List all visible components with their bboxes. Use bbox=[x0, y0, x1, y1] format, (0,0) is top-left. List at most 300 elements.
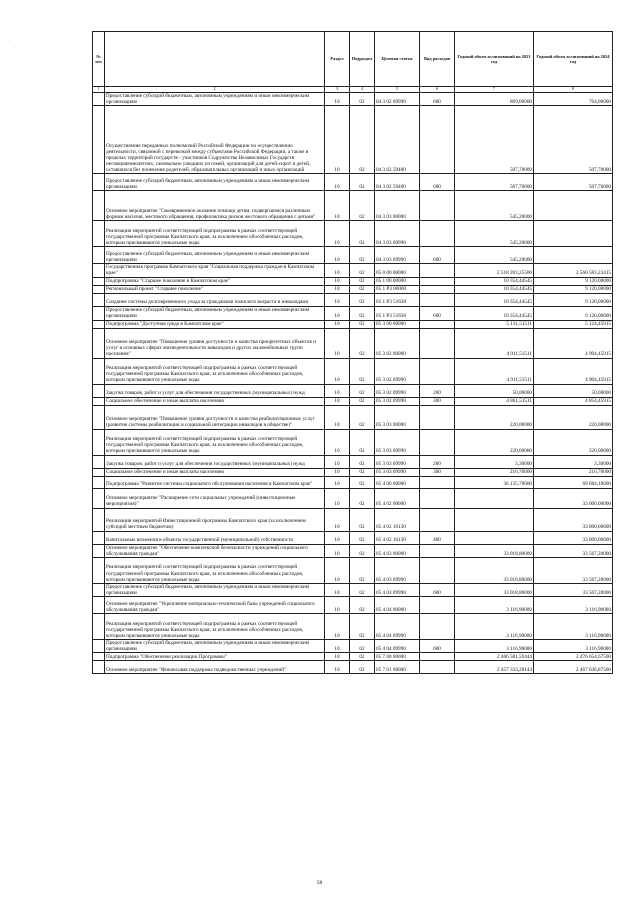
table-row bbox=[93, 429, 613, 455]
cell-amount-2024: 507,70000 bbox=[534, 106, 613, 174]
cell-amount-2023: 33 018,80000 bbox=[455, 583, 534, 596]
cell-index bbox=[93, 405, 105, 429]
cell-amount-2023: 10 354,44545 bbox=[455, 277, 534, 285]
cell-section: 10 bbox=[325, 468, 350, 476]
cell-name: Закупка товаров, работ и услуг для обеспечения государственных (муниципальных) нужд bbox=[105, 455, 325, 468]
cell-amount-2023: 3 116,90000 bbox=[455, 597, 534, 614]
cell-section: 10 bbox=[325, 583, 350, 596]
col-num: 7 bbox=[455, 87, 534, 93]
cell-index bbox=[93, 614, 105, 640]
table-row bbox=[93, 640, 613, 653]
cell-target-code: 05 1 P3 00000 bbox=[375, 285, 420, 293]
cell-section: 10 bbox=[325, 661, 350, 674]
cell-amount-2024: 4 904,45915 bbox=[534, 358, 613, 384]
cell-target-code: 05 3 02 00000 bbox=[375, 328, 420, 358]
cell-name: Реализация мероприятий соответствующей подпрограммы в рамках соответствующей государственной программы Камчатского края, за исключением обособленных расходов, которым присваиваются уникальные коды bbox=[105, 358, 325, 384]
table-row bbox=[93, 293, 613, 306]
cell-target-code: 05 4 04 09990 bbox=[375, 640, 420, 653]
cell-amount-2024: 4 904,45915 bbox=[534, 328, 613, 358]
cell-section: 10 bbox=[325, 358, 350, 384]
cell-name: Социальное обеспечение и иные выплаты населению bbox=[105, 397, 325, 405]
cell-name: Реализация мероприятий соответствующей подпрограммы в рамках соответствующей государственной программы Камчатского края, за исключением обособленных расходов, которым присваиваются уникальные коды bbox=[105, 429, 325, 455]
cell-name: Социальное обеспечение и иные выплаты населению bbox=[105, 468, 325, 476]
cell-target-code: 05 3 02 09990 bbox=[375, 397, 420, 405]
cell-amount-2024 bbox=[534, 191, 613, 221]
cell-expense-type bbox=[420, 264, 455, 277]
cell-index bbox=[93, 476, 105, 488]
cell-subsection: 02 bbox=[350, 397, 375, 405]
cell-index bbox=[93, 293, 105, 306]
cell-index bbox=[93, 106, 105, 174]
cell-index bbox=[93, 661, 105, 674]
table-row bbox=[93, 597, 613, 614]
cell-name: Основное мероприятие "Обеспечение комплексной безопасности учреждений социального обслуживания граждан" bbox=[105, 544, 325, 557]
cell-index bbox=[93, 544, 105, 557]
cell-index bbox=[93, 653, 105, 661]
cell-amount-2024: 220,00000 bbox=[534, 405, 613, 429]
cell-amount-2024: 69 684,10000 bbox=[534, 476, 613, 488]
cell-expense-type bbox=[420, 293, 455, 306]
cell-index bbox=[93, 174, 105, 191]
cell-target-code: 05 3 02 09990 bbox=[375, 384, 420, 397]
cell-amount-2024: 764,00000 bbox=[534, 93, 613, 106]
cell-index bbox=[93, 455, 105, 468]
cell-subsection: 02 bbox=[350, 476, 375, 488]
cell-target-code: 05 4 04 00000 bbox=[375, 597, 420, 614]
cell-expense-type: 200 bbox=[420, 455, 455, 468]
table-row bbox=[93, 397, 613, 405]
cell-subsection: 02 bbox=[350, 358, 375, 384]
cell-name: Основное мероприятие "Повышение уровня доступности и качества реабилитационных услуг (развитие системы реабилитации и социальной интеграции инвалидов в обществе)" bbox=[105, 405, 325, 429]
cell-section: 10 bbox=[325, 640, 350, 653]
col-num: 2 bbox=[105, 87, 325, 93]
cell-index bbox=[93, 93, 105, 106]
cell-target-code: 05 1 00 00000 bbox=[375, 277, 420, 285]
cell-section: 10 bbox=[325, 328, 350, 358]
cell-index bbox=[93, 264, 105, 277]
cell-amount-2024: 9 120,00000 bbox=[534, 306, 613, 320]
cell-expense-type bbox=[420, 557, 455, 583]
margin-mark: · bbox=[8, 40, 10, 45]
table-row bbox=[93, 306, 613, 320]
cell-amount-2024 bbox=[534, 221, 613, 247]
cell-name: Реализация мероприятий соответствующей подпрограммы в рамках соответствующей государственной программы Камчатского края, за исключением обособленных расходов, которым присваиваются уникальные коды bbox=[105, 557, 325, 583]
cell-section: 10 bbox=[325, 293, 350, 306]
cell-expense-type bbox=[420, 488, 455, 508]
cell-amount-2024: 3 116,90000 bbox=[534, 597, 613, 614]
cell-subsection: 02 bbox=[350, 544, 375, 557]
table-row bbox=[93, 358, 613, 384]
cell-name: Реализация мероприятий Инвестиционной программы Камчатского края (за исключением субсидий местным бюджетам) bbox=[105, 508, 325, 531]
cell-section: 10 bbox=[325, 476, 350, 488]
cell-expense-type bbox=[420, 653, 455, 661]
cell-expense-type bbox=[420, 661, 455, 674]
cell-name: Подпрограмма "Обеспечение реализации Программы" bbox=[105, 653, 325, 661]
cell-index bbox=[93, 583, 105, 596]
table-row bbox=[93, 544, 613, 557]
cell-amount-2024: 33 567,20000 bbox=[534, 557, 613, 583]
cell-expense-type: 600 bbox=[420, 174, 455, 191]
cell-amount-2023: 10 354,44545 bbox=[455, 285, 534, 293]
cell-index bbox=[93, 358, 105, 384]
table-row bbox=[93, 468, 613, 476]
cell-expense-type bbox=[420, 405, 455, 429]
cell-name: Предоставление субсидий бюджетным, автономным учреждениям и иным некоммерческим организациям bbox=[105, 306, 325, 320]
cell-amount-2023: 10 354,44545 bbox=[455, 306, 534, 320]
cell-target-code: 05 4 00 00000 bbox=[375, 476, 420, 488]
cell-amount-2024: 4 854,45915 bbox=[534, 397, 613, 405]
cell-expense-type bbox=[420, 429, 455, 455]
col-num: 3 bbox=[325, 87, 350, 93]
cell-subsection: 02 bbox=[350, 191, 375, 221]
cell-expense-type: 600 bbox=[420, 306, 455, 320]
table-row bbox=[93, 455, 613, 468]
cell-subsection: 02 bbox=[350, 661, 375, 674]
cell-amount-2024: 9 120,00000 bbox=[534, 285, 613, 293]
header-subsection: Подраздел bbox=[350, 32, 375, 87]
cell-target-code: 04 3 03 09990 bbox=[375, 221, 420, 247]
table-body bbox=[93, 93, 613, 674]
cell-name: Подпрограмма "Доступная среда в Камчатском крае" bbox=[105, 320, 325, 328]
cell-index bbox=[93, 306, 105, 320]
budget-table bbox=[92, 31, 613, 674]
cell-amount-2024: 33 567,20000 bbox=[534, 583, 613, 596]
cell-amount-2024: 3 116,90000 bbox=[534, 614, 613, 640]
cell-index bbox=[93, 320, 105, 328]
cell-subsection: 02 bbox=[350, 174, 375, 191]
cell-name: Государственная программа Камчатского края "Социальная поддержка граждан в Камчатском крае" bbox=[105, 264, 325, 277]
cell-amount-2024: 2 560 583,23415 bbox=[534, 264, 613, 277]
cell-amount-2023: 4 911,51511 bbox=[455, 328, 534, 358]
cell-section: 10 bbox=[325, 397, 350, 405]
table-row bbox=[93, 557, 613, 583]
cell-amount-2024: 3 116,90000 bbox=[534, 640, 613, 653]
cell-amount-2024: 33 000,00000 bbox=[534, 508, 613, 531]
cell-name: Предоставление субсидий бюджетным, автономным учреждениям и иным некоммерческим организациям bbox=[105, 247, 325, 264]
cell-expense-type: 600 bbox=[420, 247, 455, 264]
cell-expense-type bbox=[420, 191, 455, 221]
cell-index bbox=[93, 191, 105, 221]
cell-expense-type: 400 bbox=[420, 531, 455, 544]
cell-name: Создание системы долговременного ухода за гражданами пожилого возраста и инвалидами bbox=[105, 293, 325, 306]
cell-amount-2023: 2 518 203,25500 bbox=[455, 264, 534, 277]
col-num: 8 bbox=[534, 87, 613, 93]
cell-expense-type bbox=[420, 476, 455, 488]
cell-name: Закупка товаров, работ и услуг для обеспечения государственных (муниципальных) нужд bbox=[105, 384, 325, 397]
col-num: 5 bbox=[375, 87, 420, 93]
cell-target-code: 04 3 02 09990 bbox=[375, 93, 420, 106]
table-row bbox=[93, 653, 613, 661]
cell-subsection: 02 bbox=[350, 583, 375, 596]
cell-name: Подпрограмма "Старшее поколение в Камчатском крае" bbox=[105, 277, 325, 285]
cell-expense-type bbox=[420, 221, 455, 247]
cell-name: Предоставление субсидий бюджетным, автономным учреждениям и иным некоммерческим организациям bbox=[105, 583, 325, 596]
cell-section: 10 bbox=[325, 384, 350, 397]
cell-expense-type bbox=[420, 614, 455, 640]
cell-section: 10 bbox=[325, 320, 350, 328]
cell-target-code: 05 3 00 00000 bbox=[375, 320, 420, 328]
cell-expense-type: 600 bbox=[420, 640, 455, 653]
cell-subsection: 02 bbox=[350, 429, 375, 455]
cell-section: 10 bbox=[325, 285, 350, 293]
cell-amount-2024: 9 120,00000 bbox=[534, 293, 613, 306]
cell-target-code: 05 7 00 00000 bbox=[375, 653, 420, 661]
cell-amount-2024: 33 000,00000 bbox=[534, 531, 613, 544]
table-row bbox=[93, 661, 613, 674]
table-row bbox=[93, 221, 613, 247]
cell-amount-2023: 545,20000 bbox=[455, 247, 534, 264]
cell-section: 10 bbox=[325, 106, 350, 174]
table-row bbox=[93, 405, 613, 429]
cell-section: 10 bbox=[325, 174, 350, 191]
cell-expense-type bbox=[420, 358, 455, 384]
cell-name: Реализация мероприятий соответствующей подпрограммы в рамках соответствующей государственной программы Камчатского края, за исключением обособленных расходов, которым присваиваются уникальные коды bbox=[105, 614, 325, 640]
table-row bbox=[93, 320, 613, 328]
cell-name: Реализация мероприятий соответствующей подпрограммы в рамках соответствующей государственной программы Камчатского края, за исключением обособленных расходов, которым присваиваются уникальные коды bbox=[105, 221, 325, 247]
cell-amount-2024: 3,30000 bbox=[534, 455, 613, 468]
cell-target-code: 05 4 02 16130 bbox=[375, 531, 420, 544]
page-number: 58 bbox=[316, 880, 323, 886]
cell-expense-type: 600 bbox=[420, 93, 455, 106]
cell-amount-2023: 10 354,44545 bbox=[455, 293, 534, 306]
header-expense: Вид расходов bbox=[420, 32, 455, 87]
cell-target-code: 04 3 02 59400 bbox=[375, 174, 420, 191]
cell-subsection: 02 bbox=[350, 277, 375, 285]
cell-subsection: 02 bbox=[350, 488, 375, 508]
cell-index bbox=[93, 640, 105, 653]
cell-subsection: 02 bbox=[350, 247, 375, 264]
cell-section: 10 bbox=[325, 247, 350, 264]
cell-amount-2024 bbox=[534, 247, 613, 264]
cell-target-code: 05 4 02 16130 bbox=[375, 508, 420, 531]
cell-index bbox=[93, 557, 105, 583]
cell-amount-2024: 220,00000 bbox=[534, 429, 613, 455]
cell-target-code: 05 4 03 09990 bbox=[375, 583, 420, 596]
cell-expense-type bbox=[420, 320, 455, 328]
header-section: Раздел bbox=[325, 32, 350, 87]
col-num: 4 bbox=[350, 87, 375, 93]
cell-section: 10 bbox=[325, 455, 350, 468]
cell-index bbox=[93, 488, 105, 508]
cell-target-code: 05 1 P3 51630 bbox=[375, 306, 420, 320]
cell-target-code: 05 4 02 00000 bbox=[375, 488, 420, 508]
cell-section: 10 bbox=[325, 614, 350, 640]
cell-subsection: 02 bbox=[350, 640, 375, 653]
cell-target-code: 05 1 P3 51630 bbox=[375, 293, 420, 306]
cell-target-code: 04 3 03 00000 bbox=[375, 191, 420, 221]
col-num: 6 bbox=[420, 87, 455, 93]
cell-target-code: 05 3 03 09990 bbox=[375, 455, 420, 468]
col-num: 1 bbox=[93, 87, 105, 93]
cell-expense-type bbox=[420, 544, 455, 557]
cell-expense-type bbox=[420, 277, 455, 285]
cell-name: Основное мероприятие "Своевременное оказание помощи детям, подвергшимся различным формам насилия, жестокого обращения, профилактика рисков жестокого обращения с детьми" bbox=[105, 191, 325, 221]
cell-amount-2023: 4 911,51511 bbox=[455, 358, 534, 384]
cell-subsection: 02 bbox=[350, 597, 375, 614]
cell-name: Основное мероприятие "Повышение уровня доступности и качества приоритетных объектов и услуг в основных сферах жизнедеятельности инвалидов и других маломобильных групп населения" bbox=[105, 328, 325, 358]
cell-subsection: 02 bbox=[350, 328, 375, 358]
cell-name: Основное мероприятие "Укрепление материально-технической базы учреждений социального обслуживания граждан" bbox=[105, 597, 325, 614]
cell-target-code: 05 3 03 09990 bbox=[375, 429, 420, 455]
cell-amount-2023: 33 018,80000 bbox=[455, 557, 534, 583]
cell-name: Региональный проект "Старшее поколение" bbox=[105, 285, 325, 293]
cell-subsection: 02 bbox=[350, 384, 375, 397]
cell-section: 10 bbox=[325, 93, 350, 106]
header-name bbox=[105, 32, 325, 87]
cell-amount-2024: 9 120,00000 bbox=[534, 277, 613, 285]
cell-amount-2023: 545,20000 bbox=[455, 221, 534, 247]
cell-amount-2024: 33 567,20000 bbox=[534, 544, 613, 557]
cell-expense-type: 200 bbox=[420, 384, 455, 397]
table-row bbox=[93, 174, 613, 191]
cell-amount-2024: 50,00000 bbox=[534, 384, 613, 397]
cell-expense-type bbox=[420, 106, 455, 174]
table-row bbox=[93, 531, 613, 544]
cell-target-code: 05 3 02 09990 bbox=[375, 358, 420, 384]
cell-subsection: 02 bbox=[350, 405, 375, 429]
cell-expense-type bbox=[420, 508, 455, 531]
cell-amount-2023: 36 135,70000 bbox=[455, 476, 534, 488]
cell-amount-2023: 3 116,90000 bbox=[455, 640, 534, 653]
cell-subsection: 02 bbox=[350, 293, 375, 306]
cell-target-code: 04 3 03 09990 bbox=[375, 247, 420, 264]
cell-index bbox=[93, 397, 105, 405]
table-row bbox=[93, 508, 613, 531]
table-row bbox=[93, 488, 613, 508]
cell-index bbox=[93, 429, 105, 455]
cell-expense-type bbox=[420, 285, 455, 293]
cell-index bbox=[93, 508, 105, 531]
cell-section: 10 bbox=[325, 221, 350, 247]
cell-target-code: 05 7 01 00000 bbox=[375, 661, 420, 674]
cell-name: Предоставление субсидий бюджетным, автономным учреждениям и иным некоммерческим организациям bbox=[105, 640, 325, 653]
cell-index bbox=[93, 328, 105, 358]
cell-expense-type bbox=[420, 328, 455, 358]
table-header-row bbox=[93, 32, 613, 87]
table-row bbox=[93, 247, 613, 264]
cell-section: 10 bbox=[325, 306, 350, 320]
cell-section: 10 bbox=[325, 508, 350, 531]
cell-target-code: 05 3 03 09990 bbox=[375, 468, 420, 476]
cell-amount-2023: 220,00000 bbox=[455, 429, 534, 455]
cell-expense-type bbox=[420, 597, 455, 614]
cell-amount-2023: 2 457 333,28144 bbox=[455, 661, 534, 674]
cell-name: Предоставление субсидий бюджетным, автономным учреждениям и иным некоммерческим организациям bbox=[105, 93, 325, 106]
cell-subsection: 02 bbox=[350, 320, 375, 328]
cell-expense-type: 300 bbox=[420, 468, 455, 476]
cell-target-code: 05 4 04 09990 bbox=[375, 614, 420, 640]
cell-amount-2024: 2 476 654,67500 bbox=[534, 653, 613, 661]
cell-subsection: 02 bbox=[350, 306, 375, 320]
cell-index bbox=[93, 597, 105, 614]
header-2023: Годовой объем ассигнований на 2023 год bbox=[455, 32, 534, 87]
table-row bbox=[93, 106, 613, 174]
cell-name: Предоставление субсидий бюджетным, автономным учреждениям и иным некоммерческим организациям bbox=[105, 174, 325, 191]
cell-amount-2023 bbox=[455, 508, 534, 531]
table-row bbox=[93, 285, 613, 293]
cell-subsection: 02 bbox=[350, 221, 375, 247]
cell-section: 10 bbox=[325, 405, 350, 429]
cell-amount-2023 bbox=[455, 488, 534, 508]
cell-index bbox=[93, 531, 105, 544]
cell-subsection: 02 bbox=[350, 653, 375, 661]
cell-index bbox=[93, 277, 105, 285]
cell-section: 10 bbox=[325, 429, 350, 455]
cell-amount-2023: 3 116,90000 bbox=[455, 614, 534, 640]
cell-section: 10 bbox=[325, 488, 350, 508]
cell-subsection: 02 bbox=[350, 468, 375, 476]
cell-target-code: 05 4 03 00000 bbox=[375, 544, 420, 557]
cell-amount-2023: 5 131,51511 bbox=[455, 320, 534, 328]
cell-expense-type: 600 bbox=[420, 583, 455, 596]
cell-section: 10 bbox=[325, 531, 350, 544]
cell-index bbox=[93, 247, 105, 264]
cell-name: Основное мероприятие "Финансовая поддержка подведомственных учреждений" bbox=[105, 661, 325, 674]
cell-section: 10 bbox=[325, 277, 350, 285]
cell-index bbox=[93, 221, 105, 247]
cell-section: 10 bbox=[325, 544, 350, 557]
cell-amount-2023: 507,70000 bbox=[455, 106, 534, 174]
cell-target-code: 05 3 03 00000 bbox=[375, 405, 420, 429]
cell-index bbox=[93, 384, 105, 397]
cell-amount-2024: 216,70000 bbox=[534, 468, 613, 476]
cell-expense-type: 300 bbox=[420, 397, 455, 405]
table-row bbox=[93, 277, 613, 285]
table-row bbox=[93, 614, 613, 640]
cell-amount-2024: 507,70000 bbox=[534, 174, 613, 191]
cell-name: Подпрограмма "Развитие системы социального обслуживания населения в Камчатском крае" bbox=[105, 476, 325, 488]
cell-section: 10 bbox=[325, 191, 350, 221]
cell-amount-2023: 4 861,51511 bbox=[455, 397, 534, 405]
cell-subsection: 02 bbox=[350, 93, 375, 106]
cell-section: 10 bbox=[325, 264, 350, 277]
cell-target-code: 05 0 00 00000 bbox=[375, 264, 420, 277]
cell-target-code: 04 3 02 59400 bbox=[375, 106, 420, 174]
header-target: Целевая статья bbox=[375, 32, 420, 87]
table-row bbox=[93, 191, 613, 221]
table-row bbox=[93, 583, 613, 596]
cell-target-code: 05 4 03 09990 bbox=[375, 557, 420, 583]
table-row bbox=[93, 384, 613, 397]
header-no: № п/п bbox=[93, 32, 105, 87]
cell-index bbox=[93, 285, 105, 293]
table-row bbox=[93, 264, 613, 277]
cell-subsection: 02 bbox=[350, 285, 375, 293]
cell-section: 10 bbox=[325, 653, 350, 661]
cell-amount-2023: 220,00000 bbox=[455, 405, 534, 429]
cell-subsection: 02 bbox=[350, 531, 375, 544]
cell-subsection: 02 bbox=[350, 455, 375, 468]
cell-index bbox=[93, 468, 105, 476]
cell-amount-2023: 507,70000 bbox=[455, 174, 534, 191]
cell-amount-2023: 50,00000 bbox=[455, 384, 534, 397]
cell-name: Капитальные вложения в объекты государственной (муниципальной) собственности bbox=[105, 531, 325, 544]
cell-amount-2023: 216,70000 bbox=[455, 468, 534, 476]
cell-section: 10 bbox=[325, 597, 350, 614]
table-row bbox=[93, 476, 613, 488]
cell-amount-2023: 2 466 581,59444 bbox=[455, 653, 534, 661]
cell-amount-2023: 33 018,80000 bbox=[455, 544, 534, 557]
table-row bbox=[93, 93, 613, 106]
cell-subsection: 02 bbox=[350, 614, 375, 640]
cell-subsection: 02 bbox=[350, 508, 375, 531]
cell-name: Осуществление переданных полномочий Российской Федерации по осуществлению деятельности, связанной с перевозкой между субъектами Российской Федерации, а также в пределах территорий государств - участников Содружества Независимых Государств несовершеннолетних, самовольно ушедших из семей, организаций для детей-сирот и детей, оставшихся без попечения родителей, образовательных организаций и иных организаций bbox=[105, 106, 325, 174]
cell-amount-2023: 545,20000 bbox=[455, 191, 534, 221]
cell-amount-2024: 33 000,00000 bbox=[534, 488, 613, 508]
cell-subsection: 02 bbox=[350, 106, 375, 174]
cell-amount-2023: 869,00000 bbox=[455, 93, 534, 106]
cell-amount-2023: 3,30000 bbox=[455, 455, 534, 468]
